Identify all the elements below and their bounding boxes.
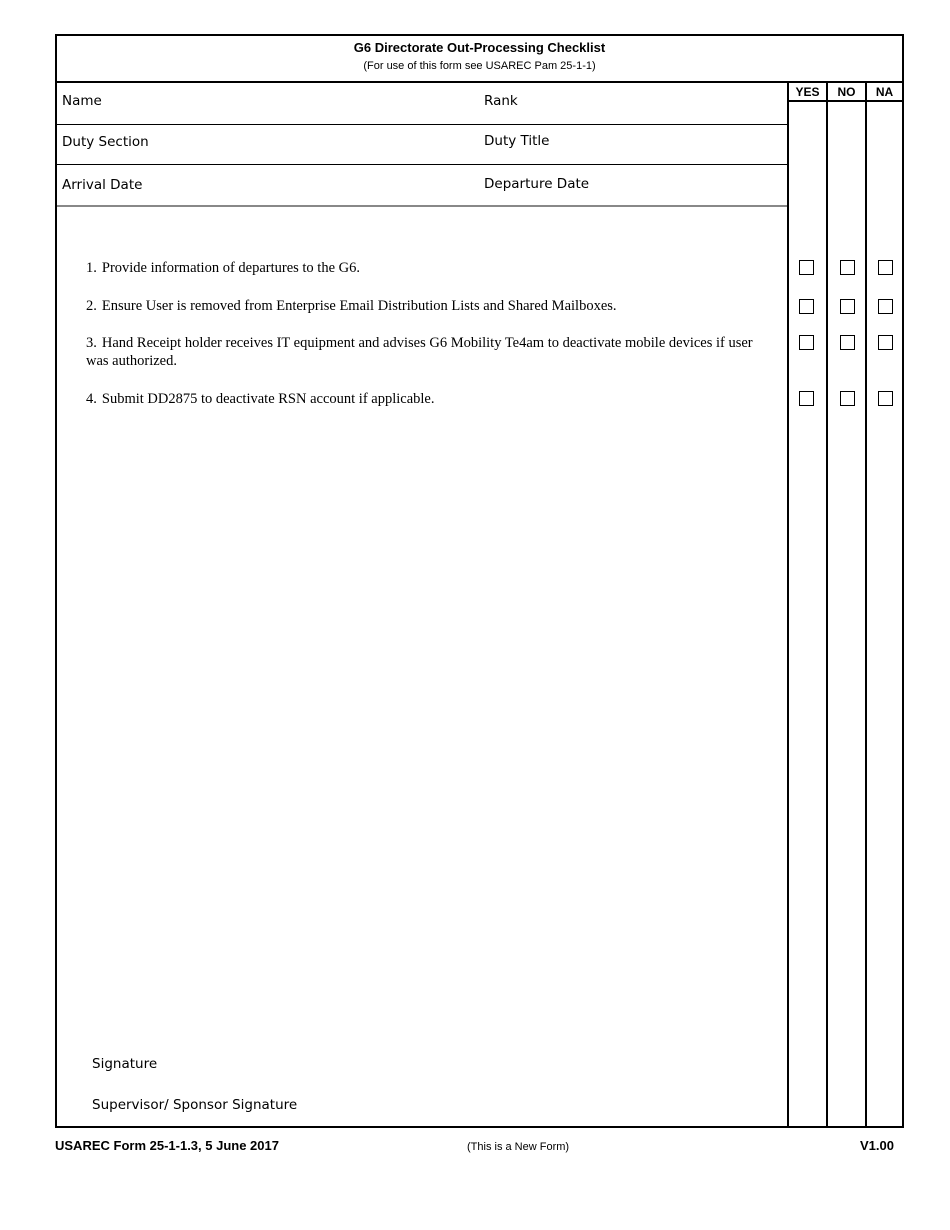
duty-title-field-label[interactable]: Duty Title	[484, 133, 550, 149]
item-3-yes-checkbox[interactable]	[799, 335, 814, 350]
item-text: Submit DD2875 to deactivate RSN account if applicable.	[101, 391, 435, 407]
item-number: 4.	[86, 391, 97, 407]
item-2-na-checkbox[interactable]	[878, 299, 893, 314]
rank-field-label[interactable]: Rank	[484, 93, 518, 109]
departure-date-field-label[interactable]: Departure Date	[484, 176, 590, 192]
column-header-yes: YES	[795, 85, 820, 99]
checklist-item-4	[86, 390, 776, 408]
field-row-divider	[57, 164, 787, 165]
form-version: V1.00	[860, 1138, 894, 1153]
item-text: Provide information of departures to the G6.	[101, 260, 360, 276]
item-1-na-checkbox[interactable]	[878, 260, 893, 275]
item-2-no-checkbox[interactable]	[840, 299, 855, 314]
checklist-item-3	[86, 334, 776, 370]
item-4-yes-checkbox[interactable]	[799, 391, 814, 406]
field-row-divider	[57, 124, 787, 125]
column-divider-left	[787, 81, 789, 1126]
item-4-na-checkbox[interactable]	[878, 391, 893, 406]
column-divider-no-na	[865, 81, 867, 1126]
new-form-note: (This is a New Form)	[467, 1141, 570, 1153]
item-4-no-checkbox[interactable]	[840, 391, 855, 406]
item-number: 3.	[86, 335, 97, 351]
item-3-no-checkbox[interactable]	[840, 335, 855, 350]
form-title: G6 Directorate Out-Processing Checklist	[353, 40, 606, 55]
form-identifier: USAREC Form 25-1-1.3, 5 June 2017	[55, 1138, 279, 1153]
form-header	[57, 36, 902, 83]
checklist-form	[55, 34, 904, 1128]
item-1-yes-checkbox[interactable]	[799, 260, 814, 275]
checklist-item-1	[86, 259, 776, 277]
signature-label[interactable]: Signature	[92, 1056, 158, 1072]
item-text: Ensure User is removed from Enterprise Email Distribution Lists and Shared Mailboxes.	[101, 298, 617, 314]
checklist-item-2	[86, 297, 776, 315]
name-field-label[interactable]: Name	[62, 93, 102, 109]
field-section-bottom-border	[57, 205, 787, 207]
item-number: 1.	[86, 260, 97, 276]
column-header-no: NO	[837, 85, 856, 99]
arrival-date-field-label[interactable]: Arrival Date	[62, 177, 143, 193]
column-divider-yes-no	[826, 81, 828, 1126]
column-header-na: NA	[875, 85, 894, 99]
item-text: Hand Receipt holder receives IT equipment and advises G6 Mobility Te4am to deactivate mobile devices if user was authorized.	[86, 335, 753, 369]
item-3-na-checkbox[interactable]	[878, 335, 893, 350]
item-number: 2.	[86, 298, 97, 314]
form-subtitle: (For use of this form see USAREC Pam 25-1-1)	[363, 60, 596, 72]
supervisor-signature-label[interactable]: Supervisor/ Sponsor Signature	[92, 1097, 298, 1113]
duty-section-field-label[interactable]: Duty Section	[62, 134, 149, 150]
item-1-no-checkbox[interactable]	[840, 260, 855, 275]
item-2-yes-checkbox[interactable]	[799, 299, 814, 314]
